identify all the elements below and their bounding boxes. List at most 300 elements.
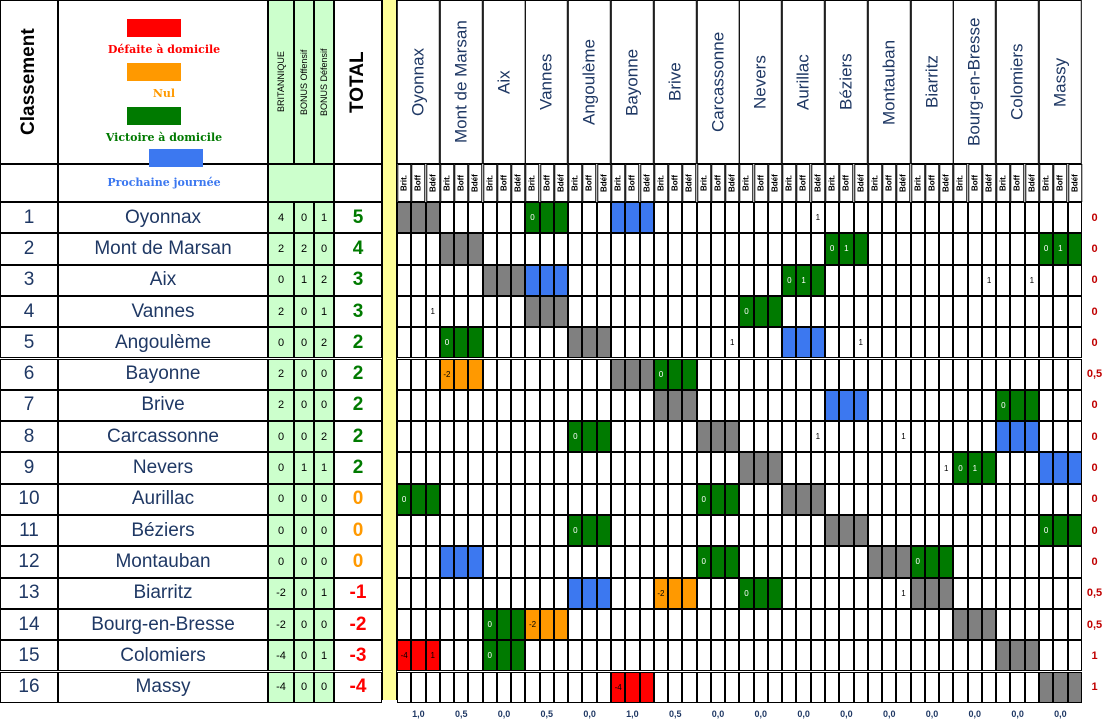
grid-cell — [882, 546, 896, 577]
grid-cell — [725, 452, 739, 483]
grid-cell — [640, 578, 654, 609]
sub-header-label: Boff — [499, 175, 509, 191]
grid-cell — [754, 265, 768, 296]
grid-cell — [611, 390, 625, 421]
grid-cell — [625, 233, 639, 264]
grid-cell — [654, 265, 668, 296]
column-header-label: Mont de Marsan — [451, 20, 471, 144]
grid-cell: 1 — [426, 296, 440, 327]
grid-cell — [397, 452, 411, 483]
grid-cell — [839, 484, 853, 515]
grid-cell — [1039, 390, 1053, 421]
grid-cell — [682, 578, 696, 609]
grid-cell — [668, 390, 682, 421]
grid-cell — [854, 265, 868, 296]
grid-cell — [625, 202, 639, 233]
grid-cell — [911, 484, 925, 515]
grid-cell — [554, 640, 568, 671]
grid-cell — [540, 452, 554, 483]
row-brit: 4 — [268, 202, 294, 233]
grid-cell — [654, 327, 668, 358]
grid-cell — [411, 452, 425, 483]
sub-header — [582, 164, 596, 202]
grid-cell: 1 — [839, 233, 853, 264]
grid-cell — [468, 640, 482, 671]
column-header-label: Brive — [665, 62, 685, 102]
footer-value: 0,0 — [925, 709, 939, 719]
grid-cell — [668, 202, 682, 233]
grid-cell — [440, 484, 454, 515]
grid-cell — [597, 640, 611, 671]
row-team: Nevers — [58, 452, 268, 483]
grid-cell — [611, 546, 625, 577]
row-boff: 0 — [294, 327, 314, 358]
grid-cell — [882, 452, 896, 483]
grid-cell: 0 — [397, 484, 411, 515]
sub-header — [468, 164, 482, 202]
grid-cell — [597, 265, 611, 296]
grid-cell: 0 — [1039, 515, 1053, 546]
grid-cell — [497, 452, 511, 483]
grid-cell — [839, 672, 853, 703]
grid-cell — [682, 546, 696, 577]
row-team: Biarritz — [58, 578, 268, 609]
grid-cell — [939, 390, 953, 421]
sub-header — [426, 164, 440, 202]
grid-cell — [868, 390, 882, 421]
grid-cell — [939, 359, 953, 390]
grid-cell — [597, 672, 611, 703]
grid-cell — [525, 452, 539, 483]
grid-cell — [582, 296, 596, 327]
grid-cell — [1039, 609, 1053, 640]
footer-value: 0,5 — [540, 709, 554, 719]
grid-cell — [468, 672, 482, 703]
grid-cell — [540, 672, 554, 703]
grid-cell — [982, 296, 996, 327]
grid-cell — [725, 359, 739, 390]
grid-cell — [982, 327, 996, 358]
grid-cell — [1025, 359, 1039, 390]
grid-cell — [796, 672, 810, 703]
grid-cell — [468, 609, 482, 640]
grid-cell — [668, 672, 682, 703]
sub-header-label: Bdéf — [941, 174, 951, 192]
grid-cell — [925, 452, 939, 483]
grid-cell — [996, 609, 1010, 640]
grid-cell — [582, 672, 596, 703]
grid-cell — [568, 578, 582, 609]
grid-cell — [925, 327, 939, 358]
grid-cell — [839, 390, 853, 421]
row-boff: 1 — [294, 452, 314, 483]
grid-cell — [896, 609, 910, 640]
sub-header — [982, 164, 996, 202]
sub-header — [568, 164, 582, 202]
grid-cell — [925, 578, 939, 609]
row-total: -2 — [334, 609, 382, 640]
grid-cell — [654, 202, 668, 233]
grid-cell — [440, 515, 454, 546]
grid-cell — [939, 421, 953, 452]
grid-cell — [426, 327, 440, 358]
sub-header-label: Brit. — [870, 175, 880, 191]
column-header — [568, 0, 611, 164]
grid-cell — [739, 421, 753, 452]
grid-cell — [896, 640, 910, 671]
grid-cell — [454, 202, 468, 233]
row-average: 0 — [1091, 305, 1098, 318]
grid-cell — [782, 359, 796, 390]
grid-cell — [953, 609, 967, 640]
grid-cell — [739, 609, 753, 640]
grid-cell — [925, 296, 939, 327]
grid-cell — [625, 578, 639, 609]
grid-cell — [911, 672, 925, 703]
row-team: Colomiers — [58, 640, 268, 671]
grid-cell — [782, 202, 796, 233]
grid-cell — [739, 546, 753, 577]
sub-header-label: Brit. — [442, 175, 452, 191]
grid-cell — [1010, 327, 1024, 358]
grid-cell — [426, 515, 440, 546]
boff-header-label: BONUS Offensif — [299, 49, 309, 115]
grid-cell — [1053, 515, 1067, 546]
grid-cell — [625, 609, 639, 640]
grid-cell — [568, 640, 582, 671]
row-boff: 2 — [294, 233, 314, 264]
grid-cell — [625, 484, 639, 515]
row-total: 2 — [334, 390, 382, 421]
grid-cell — [1053, 484, 1067, 515]
grid-cell — [811, 578, 825, 609]
grid-cell — [568, 359, 582, 390]
grid-cell — [982, 640, 996, 671]
sub-header — [868, 164, 882, 202]
grid-cell — [483, 359, 497, 390]
grid-cell — [796, 390, 810, 421]
grid-cell — [483, 421, 497, 452]
grid-cell — [825, 390, 839, 421]
grid-cell — [1039, 359, 1053, 390]
grid-cell — [497, 265, 511, 296]
row-rank: 14 — [0, 609, 58, 640]
grid-cell — [739, 672, 753, 703]
grid-cell — [868, 609, 882, 640]
grid-cell — [996, 233, 1010, 264]
column-header — [825, 0, 868, 164]
grid-cell: 0 — [697, 484, 711, 515]
grid-cell: 1 — [426, 640, 440, 671]
grid-cell — [968, 421, 982, 452]
grid-cell — [525, 265, 539, 296]
grid-cell: 0 — [568, 421, 582, 452]
column-header-label: Nevers — [750, 55, 770, 109]
grid-cell — [825, 640, 839, 671]
grid-cell — [754, 202, 768, 233]
column-header-label: Aurillac — [793, 54, 813, 110]
legend-next — [58, 164, 268, 202]
grid-cell: -4 — [397, 640, 411, 671]
sub-header-label: Brit. — [613, 175, 623, 191]
grid-cell — [697, 452, 711, 483]
column-header — [611, 0, 654, 164]
grid-cell — [968, 202, 982, 233]
column-header — [953, 0, 996, 164]
grid-cell — [397, 327, 411, 358]
grid-cell — [968, 233, 982, 264]
grid-cell — [625, 421, 639, 452]
legend-loss-swatch — [127, 19, 181, 37]
grid-cell — [497, 359, 511, 390]
grid-cell — [554, 672, 568, 703]
grid-cell — [440, 578, 454, 609]
grid-cell — [511, 359, 525, 390]
grid-cell — [640, 359, 654, 390]
grid-cell — [711, 421, 725, 452]
grid-cell — [739, 515, 753, 546]
grid-cell — [825, 515, 839, 546]
grid-cell — [996, 578, 1010, 609]
grid-cell — [996, 452, 1010, 483]
row-average: 0 — [1091, 430, 1098, 443]
grid-cell — [540, 578, 554, 609]
row-bdef: 0 — [314, 390, 334, 421]
grid-cell — [953, 233, 967, 264]
grid-cell — [440, 609, 454, 640]
grid-cell — [939, 296, 953, 327]
grid-cell — [554, 296, 568, 327]
grid-cell — [682, 265, 696, 296]
grid-cell — [511, 546, 525, 577]
footer-value: 0,0 — [497, 709, 511, 719]
row-team: Montauban — [58, 546, 268, 577]
grid-cell — [1053, 359, 1067, 390]
grid-cell — [697, 296, 711, 327]
grid-cell — [996, 672, 1010, 703]
grid-cell — [896, 484, 910, 515]
grid-cell — [782, 421, 796, 452]
grid-cell — [711, 484, 725, 515]
row-total: 0 — [334, 484, 382, 515]
sub-header — [640, 164, 654, 202]
grid-cell — [911, 265, 925, 296]
grid-cell — [1053, 265, 1067, 296]
grid-cell — [1039, 202, 1053, 233]
grid-cell — [697, 390, 711, 421]
grid-cell — [725, 265, 739, 296]
grid-cell — [697, 672, 711, 703]
sub-header — [839, 164, 853, 202]
grid-cell — [511, 672, 525, 703]
grid-cell — [925, 484, 939, 515]
total-subheader — [334, 164, 382, 202]
grid-cell — [682, 202, 696, 233]
legend-draw-label: Nul — [152, 87, 176, 100]
grid-cell — [796, 484, 810, 515]
row-team: Massy — [58, 672, 268, 703]
grid-cell — [668, 546, 682, 577]
grid-cell — [697, 640, 711, 671]
grid-cell — [854, 672, 868, 703]
row-total: -4 — [334, 672, 382, 703]
grid-cell — [811, 672, 825, 703]
column-header — [440, 0, 483, 164]
grid-cell — [582, 484, 596, 515]
grid-cell — [896, 327, 910, 358]
grid-cell — [397, 202, 411, 233]
grid-cell — [697, 609, 711, 640]
grid-cell — [1025, 484, 1039, 515]
grid-cell — [568, 233, 582, 264]
grid-cell — [426, 609, 440, 640]
grid-cell — [525, 672, 539, 703]
grid-cell — [554, 578, 568, 609]
column-header-label: Aix — [493, 70, 513, 94]
column-header-label: Biarritz — [921, 55, 941, 109]
grid-cell — [725, 421, 739, 452]
sub-header-label: Boff — [413, 175, 423, 191]
grid-cell — [668, 265, 682, 296]
footer-value: 0,5 — [668, 709, 682, 719]
row-bdef: 0 — [314, 233, 334, 264]
row-rank: 10 — [0, 484, 58, 515]
grid-cell — [968, 546, 982, 577]
row-team: Aurillac — [58, 484, 268, 515]
grid-cell — [1025, 578, 1039, 609]
grid-cell — [953, 546, 967, 577]
grid-cell: 1 — [725, 327, 739, 358]
grid-cell — [811, 609, 825, 640]
grid-cell — [454, 546, 468, 577]
grid-cell — [868, 296, 882, 327]
grid-cell — [1039, 578, 1053, 609]
grid-cell — [668, 327, 682, 358]
sub-header-label: Bdéf — [727, 174, 737, 192]
grid-cell — [1010, 640, 1024, 671]
grid-cell: -2 — [440, 359, 454, 390]
grid-cell — [411, 515, 425, 546]
grid-cell — [711, 359, 725, 390]
grid-cell — [796, 327, 810, 358]
grid-cell — [397, 296, 411, 327]
grid-cell — [540, 609, 554, 640]
grid-cell — [697, 202, 711, 233]
grid-cell — [597, 233, 611, 264]
grid-cell — [754, 672, 768, 703]
footer-value: 0,0 — [968, 709, 982, 719]
sub-header-label: Bdéf — [984, 174, 994, 192]
grid-cell — [1025, 609, 1039, 640]
grid-cell — [982, 421, 996, 452]
column-header-label: Colomiers — [1007, 43, 1027, 121]
grid-cell — [597, 327, 611, 358]
grid-cell — [640, 484, 654, 515]
grid-cell — [411, 327, 425, 358]
row-average: 0 — [1091, 242, 1098, 255]
grid-cell — [968, 265, 982, 296]
grid-cell — [597, 452, 611, 483]
grid-cell — [839, 265, 853, 296]
sub-header — [483, 164, 497, 202]
row-brit: 0 — [268, 484, 294, 515]
grid-cell — [525, 296, 539, 327]
grid-cell — [711, 327, 725, 358]
footer-value: 0,0 — [1011, 709, 1024, 719]
grid-cell — [483, 515, 497, 546]
grid-cell — [825, 484, 839, 515]
grid-cell — [754, 296, 768, 327]
grid-cell — [911, 390, 925, 421]
grid-cell — [426, 202, 440, 233]
grid-cell — [768, 421, 782, 452]
grid-cell — [397, 672, 411, 703]
grid-cell — [711, 672, 725, 703]
sub-header-label: Brit. — [656, 175, 666, 191]
grid-cell — [1053, 202, 1067, 233]
grid-cell: 0 — [739, 296, 753, 327]
grid-cell — [682, 452, 696, 483]
row-boff: 0 — [294, 515, 314, 546]
row-brit: -4 — [268, 672, 294, 703]
grid-cell — [939, 640, 953, 671]
grid-cell — [668, 421, 682, 452]
row-brit: 2 — [268, 359, 294, 390]
row-boff: 0 — [294, 546, 314, 577]
grid-cell — [511, 640, 525, 671]
grid-cell — [697, 515, 711, 546]
grid-cell — [754, 327, 768, 358]
bonus-subheader — [268, 164, 334, 202]
grid-cell — [896, 296, 910, 327]
grid-cell — [426, 578, 440, 609]
sub-header — [911, 164, 925, 202]
grid-cell: 0 — [483, 640, 497, 671]
grid-cell — [525, 640, 539, 671]
grid-cell — [968, 578, 982, 609]
grid-cell — [654, 233, 668, 264]
sub-header — [668, 164, 682, 202]
boff-header — [294, 0, 314, 164]
grid-cell — [625, 327, 639, 358]
row-average: 0,5 — [1086, 618, 1103, 631]
grid-cell — [896, 202, 910, 233]
row-bdef: 1 — [314, 202, 334, 233]
grid-cell — [511, 233, 525, 264]
grid-cell — [540, 327, 554, 358]
row-brit: -2 — [268, 578, 294, 609]
grid-cell — [939, 578, 953, 609]
grid-cell — [982, 202, 996, 233]
grid-cell — [839, 452, 853, 483]
grid-cell — [497, 609, 511, 640]
grid-cell — [768, 233, 782, 264]
grid-cell — [525, 359, 539, 390]
row-rank: 1 — [0, 202, 58, 233]
grid-cell — [554, 327, 568, 358]
grid-cell — [911, 327, 925, 358]
sub-header — [511, 164, 525, 202]
grid-cell — [511, 484, 525, 515]
grid-cell — [597, 390, 611, 421]
grid-cell — [754, 359, 768, 390]
grid-cell — [739, 359, 753, 390]
legend-next-swatch — [149, 149, 203, 167]
grid-cell — [911, 452, 925, 483]
grid-cell — [483, 578, 497, 609]
row-average: 1 — [1091, 681, 1098, 694]
grid-cell: 1 — [854, 327, 868, 358]
